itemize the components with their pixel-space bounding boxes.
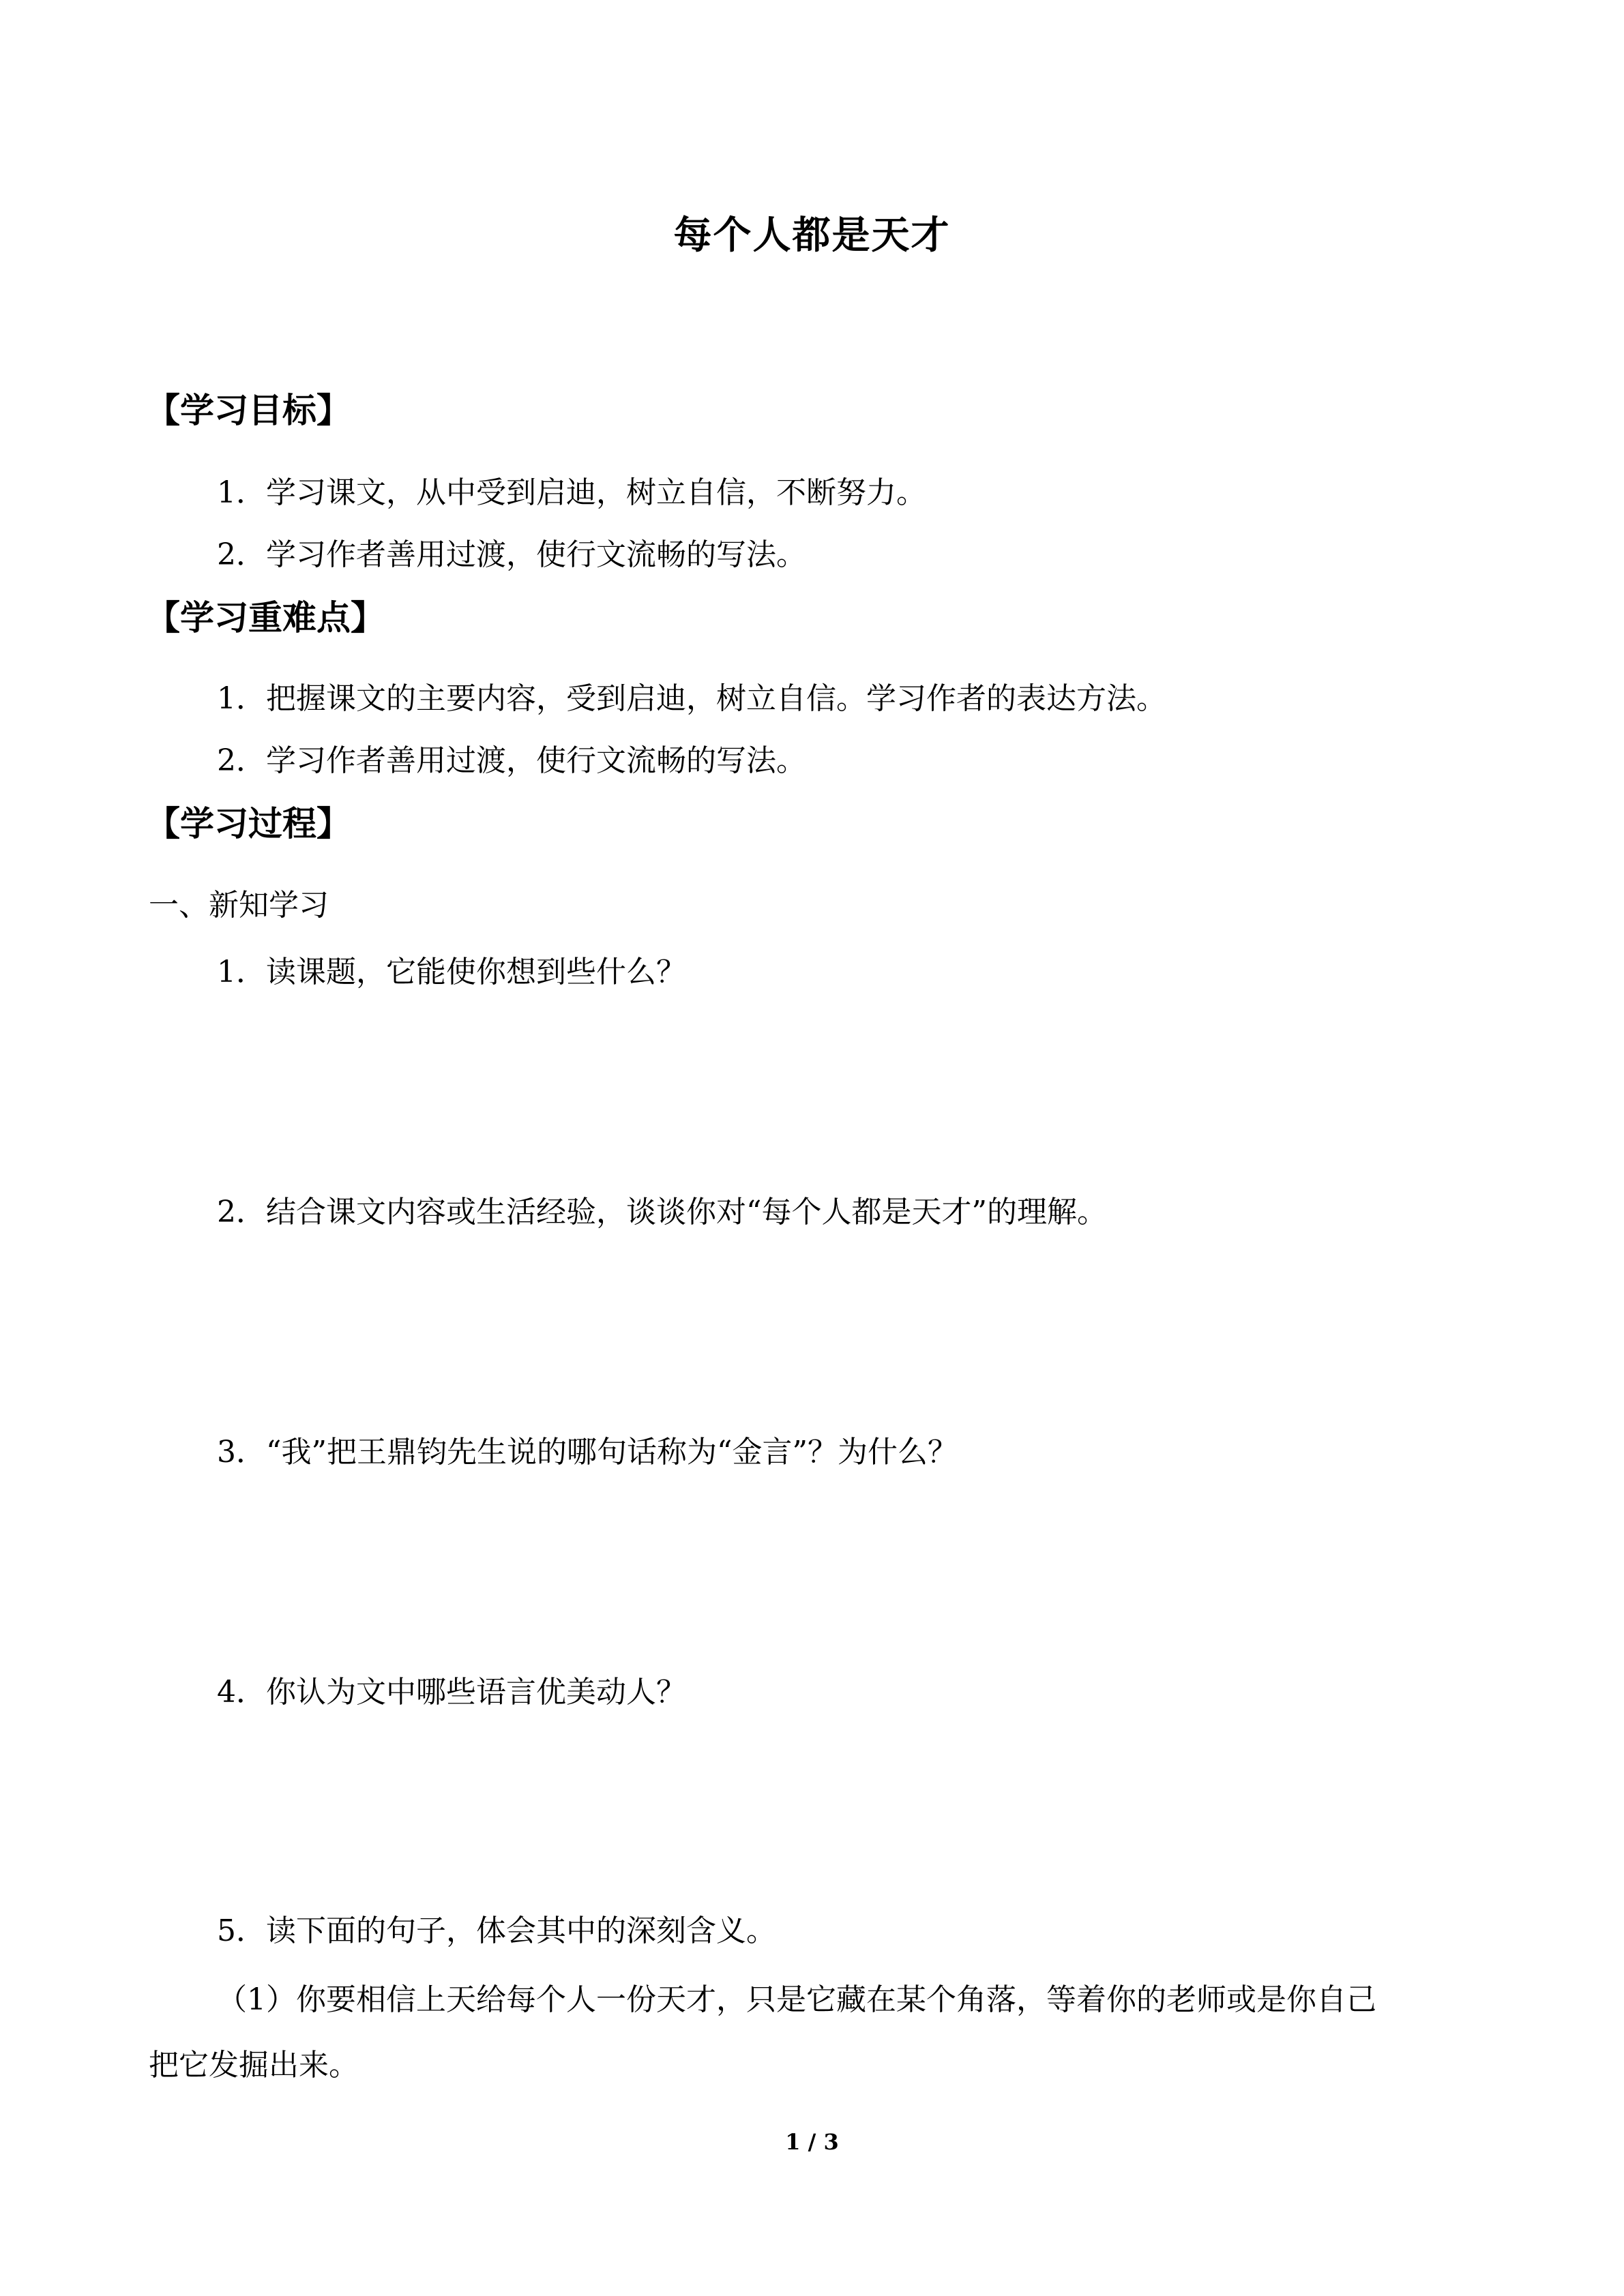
question-3: 3．“我”把王鼎钧先生说的哪句话称为“金言”？为什么？ (217, 1435, 958, 1470)
section-heading-process: 【学习过程】 (146, 803, 351, 844)
section-heading-key-points: 【学习重难点】 (146, 597, 385, 638)
section-heading-goals: 【学习目标】 (146, 390, 351, 430)
question-4: 4．你认为文中哪些语言优美动人？ (217, 1675, 686, 1710)
key-point-item-1: 1．把握课文的主要内容，受到启迪，树立自信。学习作者的表达方法。 (217, 681, 1166, 716)
key-point-item-2: 2．学习作者善用过渡，使行文流畅的写法。 (217, 743, 806, 778)
question-5: 5．读下面的句子，体会其中的深刻含义。 (217, 1913, 776, 1948)
sentence-1-line-1: （1）你要相信上天给每个人一份天才，只是它藏在某个角落，等着你的老师或是你自己 (217, 1982, 1376, 2017)
sentence-1-line-2: 把它发掘出来。 (149, 2048, 359, 2083)
page-number: 1 / 3 (785, 2129, 839, 2155)
goal-item-1: 1．学习课文，从中受到启迪，树立自信，不断努力。 (217, 475, 926, 510)
process-subheading: 一、新知学习 (149, 888, 329, 923)
question-1: 1．读课题，它能使你想到些什么？ (217, 955, 686, 989)
document-title: 每个人都是天才 (673, 213, 951, 258)
question-2: 2．结合课文内容或生活经验，谈谈你对“每个人都是天才”的理解。 (217, 1195, 1107, 1229)
goal-item-2: 2．学习作者善用过渡，使行文流畅的写法。 (217, 537, 806, 572)
